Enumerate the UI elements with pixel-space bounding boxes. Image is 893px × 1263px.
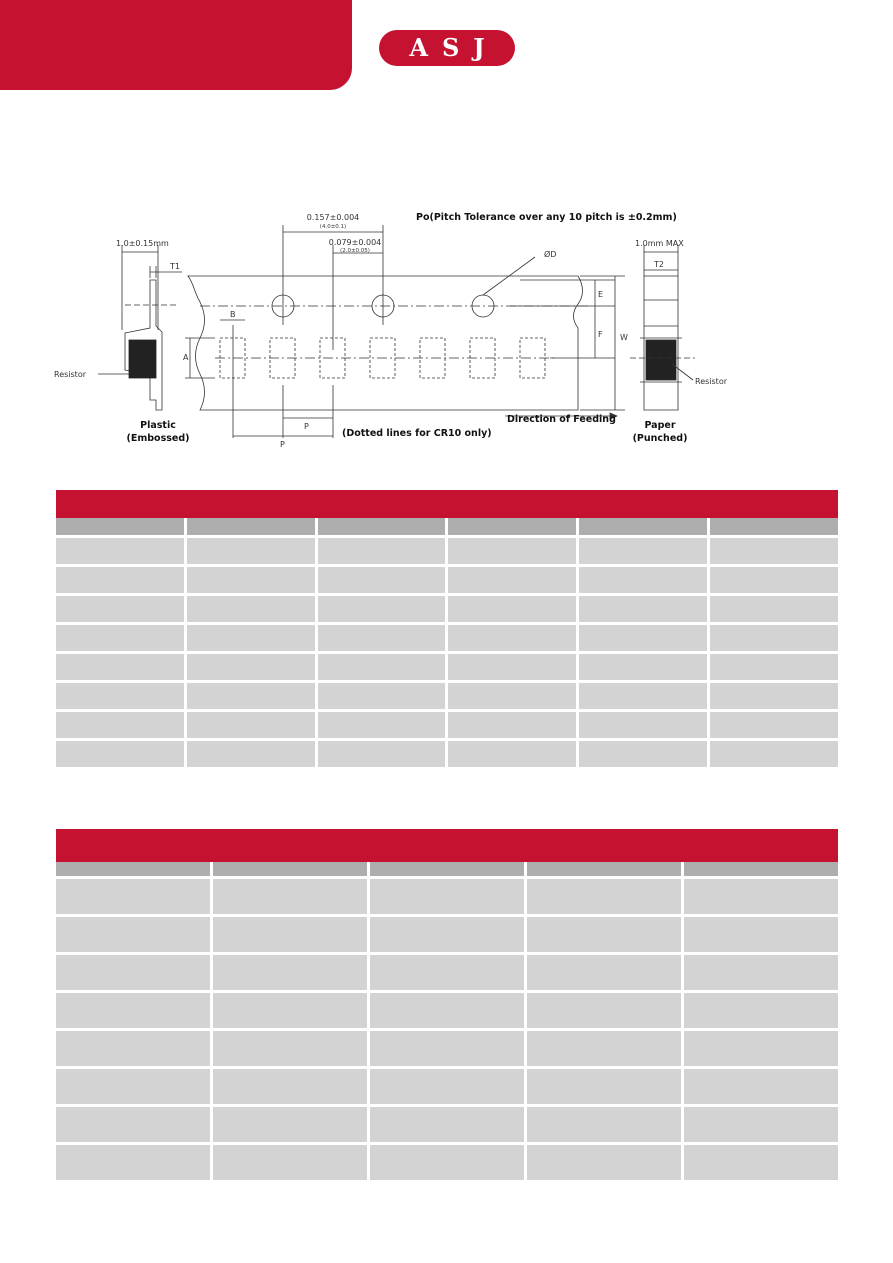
table-header-row: [56, 862, 838, 876]
table-cell: [56, 625, 184, 651]
table-cell: [370, 879, 524, 914]
table-cell: [527, 955, 681, 990]
table-cell: [318, 596, 446, 622]
table-cell: [56, 993, 210, 1028]
table-cell: [213, 917, 367, 952]
table-cell: [56, 654, 184, 680]
table-title-bar: [56, 490, 838, 518]
table-cell: [579, 596, 707, 622]
resistor-label-right: Resistor: [695, 377, 727, 386]
table-cell: [684, 993, 838, 1028]
table-cell: [187, 538, 315, 564]
table-cell: [448, 596, 576, 622]
table-row: [56, 596, 838, 622]
table-row: [56, 917, 838, 952]
table-cell: [370, 1069, 524, 1104]
table-cell: [370, 955, 524, 990]
table-cell: [448, 683, 576, 709]
b-symbol: B: [230, 310, 236, 319]
header-cell: [56, 518, 184, 535]
table-cell: [684, 1145, 838, 1180]
table-row: [56, 879, 838, 914]
table-cell: [56, 1069, 210, 1104]
pitch-tolerance-note: Po(Pitch Tolerance over any 10 pitch is ±0.2mm): [416, 212, 677, 223]
table-cell: [579, 538, 707, 564]
header-cell: [187, 518, 315, 535]
table-cell: [527, 1069, 681, 1104]
header-cell: [56, 862, 210, 876]
table-cell: [710, 712, 838, 738]
table-cell: [710, 654, 838, 680]
table-cell: [684, 1069, 838, 1104]
table-cell: [187, 654, 315, 680]
tape-dimension-drawing: [50, 200, 750, 460]
table-cell: [187, 741, 315, 767]
table-row: [56, 538, 838, 564]
table-cell: [56, 1145, 210, 1180]
table-row: [56, 712, 838, 738]
table-header-row: [56, 518, 838, 535]
header-corner-block: [0, 0, 352, 90]
e-symbol: E: [598, 290, 604, 299]
table-cell: [187, 625, 315, 651]
table-cell: [370, 1107, 524, 1142]
table-cell: [56, 712, 184, 738]
p-short-symbol: P: [304, 422, 309, 431]
table-cell: [318, 712, 446, 738]
t2-symbol: T2: [654, 260, 664, 269]
table-cell: [56, 683, 184, 709]
header-cell: [318, 518, 446, 535]
w-symbol: W: [620, 333, 628, 342]
tape-top-view: [185, 225, 625, 438]
data-table: [53, 859, 841, 1183]
hole-diameter-symbol: ØD: [544, 250, 557, 259]
table-cell: [448, 654, 576, 680]
table-cell: [448, 712, 576, 738]
tape-dimensions-table: [56, 490, 838, 770]
table-cell: [684, 1031, 838, 1066]
table-row: [56, 1031, 838, 1066]
table-cell: [213, 955, 367, 990]
table-cell: [684, 955, 838, 990]
table-cell: [213, 1069, 367, 1104]
table-cell: [56, 538, 184, 564]
table-row: [56, 741, 838, 767]
table-cell: [56, 917, 210, 952]
table-row: [56, 567, 838, 593]
table-row: [56, 625, 838, 651]
table-cell: [684, 917, 838, 952]
table-cell: [710, 567, 838, 593]
table-cell: [213, 879, 367, 914]
table-cell: [213, 1145, 367, 1180]
sprocket-pitch-mm: (4.0±0.1): [319, 224, 347, 230]
packaging-quantity-table: [56, 829, 838, 1183]
table-row: [56, 955, 838, 990]
table-cell: [213, 1031, 367, 1066]
header-cell: [370, 862, 524, 876]
table-cell: [370, 917, 524, 952]
table-cell: [318, 538, 446, 564]
table-cell: [56, 741, 184, 767]
a-symbol: A: [183, 353, 189, 362]
table-row: [56, 683, 838, 709]
table-cell: [318, 741, 446, 767]
data-table: [53, 515, 841, 770]
table-cell: [710, 538, 838, 564]
header-cell: [710, 518, 838, 535]
table-cell: [579, 741, 707, 767]
table-cell: [527, 879, 681, 914]
table-cell: [448, 567, 576, 593]
table-cell: [527, 993, 681, 1028]
table-cell: [579, 654, 707, 680]
table-cell: [187, 596, 315, 622]
table-row: [56, 654, 838, 680]
table-cell: [527, 917, 681, 952]
table-cell: [213, 1107, 367, 1142]
table-cell: [187, 567, 315, 593]
table-cell: [187, 712, 315, 738]
table-cell: [213, 993, 367, 1028]
table-cell: [579, 683, 707, 709]
embossed-label: (Embossed): [126, 433, 190, 444]
header-cell: [213, 862, 367, 876]
half-pitch-dim: 0.079±0.004: [328, 238, 382, 247]
punched-label: (Punched): [632, 433, 688, 444]
header-cell: [579, 518, 707, 535]
table-cell: [684, 1107, 838, 1142]
table-cell: [448, 538, 576, 564]
table-cell: [527, 1145, 681, 1180]
table-cell: [370, 1145, 524, 1180]
table-cell: [527, 1031, 681, 1066]
table-cell: [710, 741, 838, 767]
direction-of-feeding: Direction of Feeding: [507, 414, 616, 425]
table-cell: [56, 567, 184, 593]
sprocket-pitch-dim: 0.157±0.004: [306, 213, 360, 222]
plastic-thickness-dim: 1.0±0.15mm: [116, 239, 169, 248]
plastic-label: Plastic: [140, 420, 176, 431]
table-row: [56, 993, 838, 1028]
table-cell: [318, 567, 446, 593]
resistor-label-left: Resistor: [54, 370, 86, 379]
table-cell: [710, 596, 838, 622]
table-cell: [56, 1031, 210, 1066]
table-cell: [527, 1107, 681, 1142]
header-cell: [527, 862, 681, 876]
table-cell: [684, 879, 838, 914]
table-row: [56, 1069, 838, 1104]
table-cell: [56, 1107, 210, 1142]
table-cell: [56, 955, 210, 990]
table-title-bar: [56, 829, 838, 862]
table-cell: [710, 625, 838, 651]
header-cell: [448, 518, 576, 535]
table-cell: [370, 1031, 524, 1066]
table-cell: [187, 683, 315, 709]
f-symbol: F: [598, 330, 603, 339]
half-pitch-mm: (2.0±0.05): [340, 248, 370, 254]
table-cell: [579, 712, 707, 738]
asj-logo: ASJ: [379, 30, 515, 66]
paper-tape-side-view: [630, 245, 695, 410]
table-cell: [370, 993, 524, 1028]
table-cell: [318, 654, 446, 680]
table-cell: [579, 567, 707, 593]
header-cell: [684, 862, 838, 876]
table-cell: [448, 741, 576, 767]
table-row: [56, 1107, 838, 1142]
dotted-lines-note: (Dotted lines for CR10 only): [342, 428, 492, 439]
t1-symbol: T1: [170, 262, 180, 271]
table-cell: [448, 625, 576, 651]
paper-thickness-dim: 1.0mm MAX: [635, 239, 684, 248]
paper-label: Paper: [644, 420, 676, 431]
table-cell: [56, 879, 210, 914]
table-cell: [710, 683, 838, 709]
table-cell: [56, 596, 184, 622]
table-cell: [579, 625, 707, 651]
p-long-symbol: P: [280, 440, 285, 449]
table-cell: [318, 683, 446, 709]
table-cell: [318, 625, 446, 651]
table-row: [56, 1145, 838, 1180]
